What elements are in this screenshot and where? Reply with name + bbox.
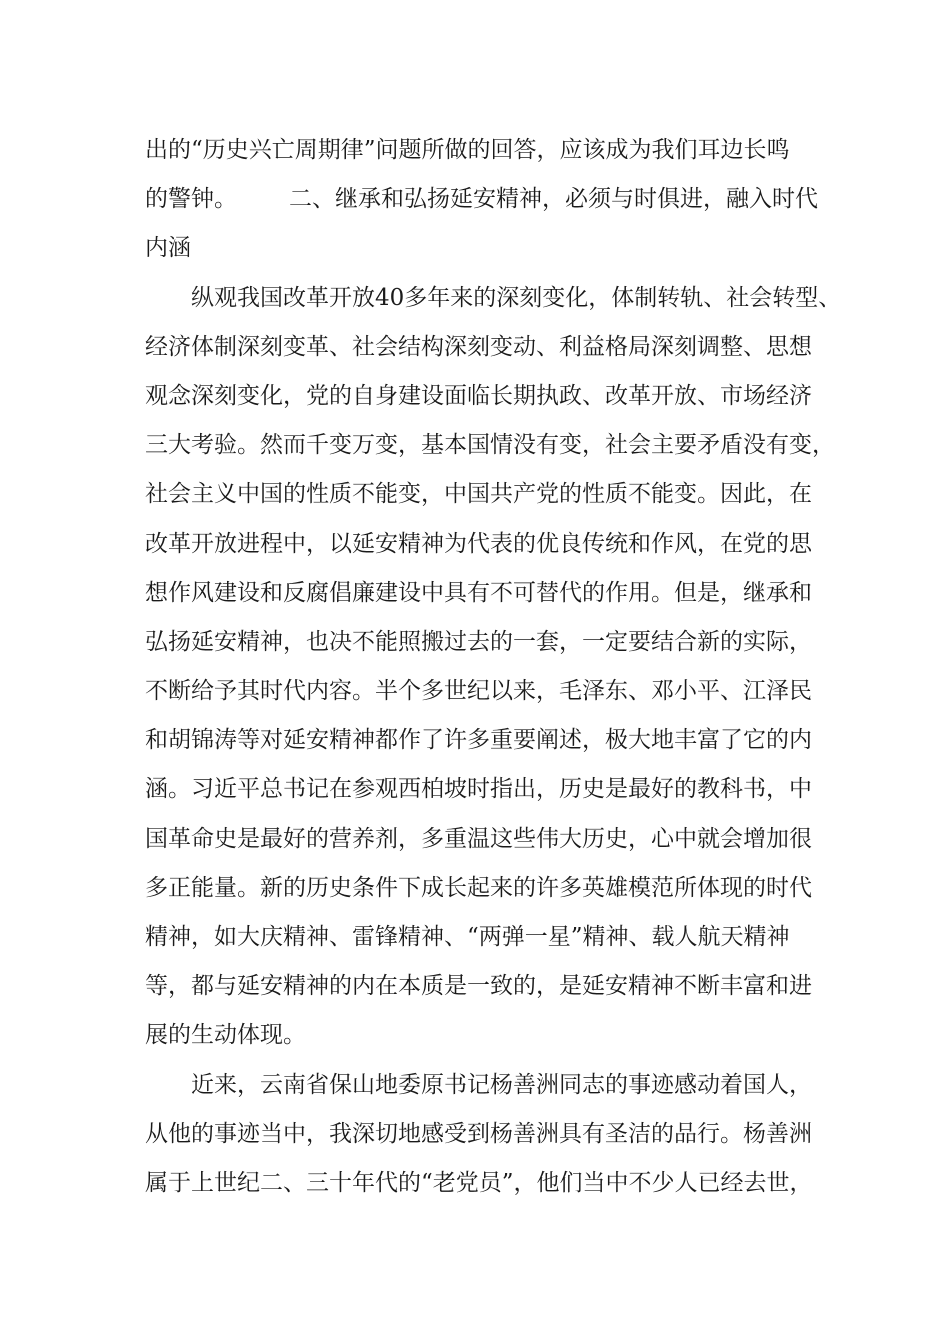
text-line: 改革开放进程中，以延安精神为代表的优良传统和作风，在党的思 [145, 530, 812, 557]
text-line: 三大考验。然而千变万变，基本国情没有变，社会主要矛盾没有变， [145, 432, 835, 459]
text-line: 弘扬延安精神，也决不能照搬过去的一套，一定要结合新的实际， [145, 628, 812, 655]
section-heading: 二、继承和弘扬延安精神，必须与时俱进，融入时代 [289, 186, 818, 213]
text-fragment: 的警钟。 [145, 186, 237, 213]
text-line: 精神，如大庆精神、雷锋精神、“两弹一星”精神、载人航天精神 [145, 924, 790, 950]
text-line: 内涵 [145, 235, 191, 262]
text-line: 展的生动体现。 [145, 1022, 306, 1049]
text-line: 出的“历史兴亡周期律”问题所做的回答，应该成为我们耳边长鸣 [145, 137, 790, 163]
text-line: 等，都与延安精神的内在本质是一致的，是延安精神不断丰富和进 [145, 973, 812, 1000]
text-line: 从他的事迹当中，我深切地感受到杨善洲具有圣洁的品行。杨善洲 [145, 1120, 812, 1147]
text-line: 想作风建设和反腐倡廉建设中具有不可替代的作用。但是，继承和 [145, 579, 812, 606]
text-line: 涵。习近平总书记在参观西柏坡时指出，历史是最好的教科书，中 [145, 776, 812, 803]
text-line: 属于上世纪二、三十年代的“老党员”，他们当中不少人已经去世， [145, 1169, 813, 1196]
paragraph-start-line: 近来，云南省保山地委原书记杨善洲同志的事迹感动着国人， [191, 1071, 812, 1098]
text-line: 经济体制深刻变革、社会结构深刻变动、利益格局深刻调整、思想 [145, 333, 812, 360]
text-line: 观念深刻变化，党的自身建设面临长期执政、改革开放、市场经济 [145, 382, 812, 409]
text-line-with-heading [145, 175, 825, 224]
paragraph-start-line: 纵观我国改革开放40多年来的深刻变化，体制转轨、社会转型、 [191, 284, 842, 311]
text-line: 多正能量。新的历史条件下成长起来的许多英雄模范所体现的时代 [145, 874, 812, 901]
text-line: 和胡锦涛等对延安精神都作了许多重要阐述，极大地丰富了它的内 [145, 727, 812, 754]
text-line: 不断给予其时代内容。半个多世纪以来，毛泽东、邓小平、江泽民 [145, 678, 812, 705]
body-text [145, 126, 842, 1208]
text-line: 社会主义中国的性质不能变，中国共产党的性质不能变。因此，在 [145, 481, 812, 508]
text-line: 国革命史是最好的营养剂，多重温这些伟大历史，心中就会增加很 [145, 825, 812, 852]
